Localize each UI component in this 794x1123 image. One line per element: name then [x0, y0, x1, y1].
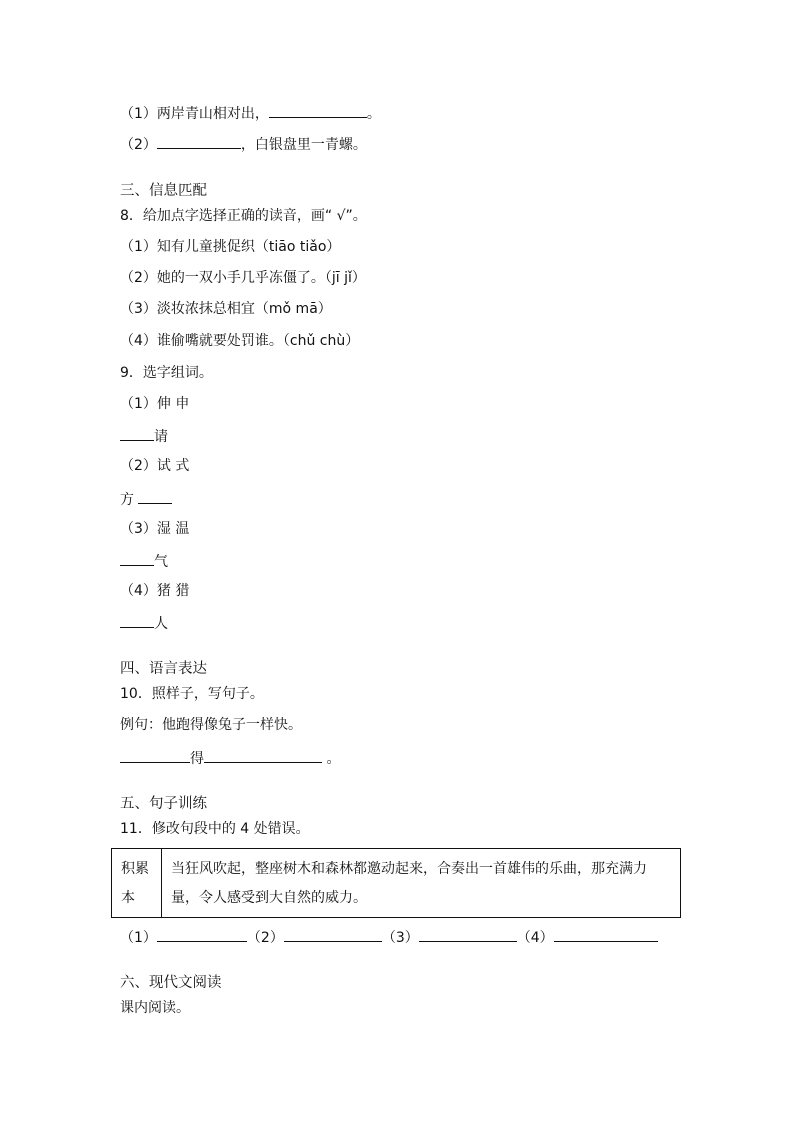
q7-line-1-suffix: 。 — [366, 106, 381, 122]
answer-blank[interactable] — [419, 927, 517, 942]
answer-label: （2） — [246, 930, 284, 946]
question-title: 9．选字组词。 — [120, 365, 213, 381]
q10-answer-line — [120, 748, 340, 768]
correction-table — [111, 848, 681, 918]
q7-line-2 — [120, 134, 367, 154]
answer-label: （1） — [120, 930, 157, 946]
answer-blank[interactable] — [204, 748, 322, 763]
q9-answer-line — [120, 489, 172, 509]
answer-blank[interactable] — [138, 489, 172, 504]
answer-label: （4） — [516, 930, 554, 946]
answer-blank[interactable] — [120, 748, 190, 763]
q9-item-label: （1）伸 申 — [120, 396, 190, 412]
q10-answer-mid: 得 — [190, 751, 204, 767]
answer-blank[interactable] — [120, 551, 154, 566]
q8-item: （2）她的一双小手几乎冻僵了。（jī jǐ） — [120, 270, 366, 286]
table-label: 积累 本 — [112, 849, 162, 917]
question-title: 11．修改句段中的 4 处错误。 — [120, 821, 310, 837]
answer-blank[interactable] — [269, 103, 367, 118]
answer-blank[interactable] — [157, 927, 247, 942]
q9-item-label: （2）试 式 — [120, 458, 190, 474]
q7-line-1 — [120, 103, 381, 123]
answer-blank[interactable] — [284, 927, 382, 942]
q9-answer-suffix: 请 — [154, 429, 168, 445]
q8-item: （3）淡妆浓抹总相宜（mǒ mā） — [120, 301, 332, 317]
example-sentence: 例句：他跑得像兔子一样快。 — [120, 717, 302, 733]
q9-answer-line — [120, 551, 168, 571]
answer-blank[interactable] — [120, 426, 154, 441]
answer-label: （3） — [381, 930, 419, 946]
q11-answers — [120, 927, 658, 947]
q9-answer-suffix: 气 — [154, 554, 168, 570]
q7-line-2-prefix: （2） — [120, 137, 157, 153]
section-title: 三、信息匹配 — [120, 183, 207, 199]
q9-answer-suffix: 人 — [154, 616, 168, 632]
q8-item: （1）知有儿童挑促织（tiāo tiǎo） — [120, 239, 341, 255]
answer-blank[interactable] — [120, 613, 154, 628]
q9-item-label: （4）猪 猎 — [120, 583, 190, 599]
sub-instruction: 课内阅读。 — [120, 1000, 190, 1016]
question-title: 8．给加点字选择正确的读音，画“ √”。 — [120, 208, 367, 224]
answer-blank[interactable] — [157, 134, 241, 149]
section-title: 六、现代文阅读 — [120, 975, 222, 991]
question-title: 10．照样子，写句子。 — [120, 686, 264, 702]
q8-item: （4）谁偷嘴就要处罚谁。（chǔ chù） — [120, 333, 360, 349]
q7-line-2-suffix: ，白银盘里一青螺。 — [240, 137, 367, 153]
q9-item-label: （3）湿 温 — [120, 521, 190, 537]
q9-answer-line — [120, 613, 168, 633]
section-title: 四、语言表达 — [120, 661, 207, 677]
table-text: 当狂风吹起，整座树木和森林都邀动起来，合奏出一首雄伟的乐曲，那充满力量，令人感受到大自然的威力。 — [171, 861, 647, 906]
answer-blank[interactable] — [554, 927, 658, 942]
section-title: 五、句子训练 — [120, 796, 207, 812]
q10-answer-end: 。 — [322, 751, 341, 767]
q7-line-1-prefix: （1）两岸青山相对出， — [120, 106, 269, 122]
q9-answer-line — [120, 426, 168, 446]
q9-answer-prefix: 方 — [120, 492, 139, 508]
